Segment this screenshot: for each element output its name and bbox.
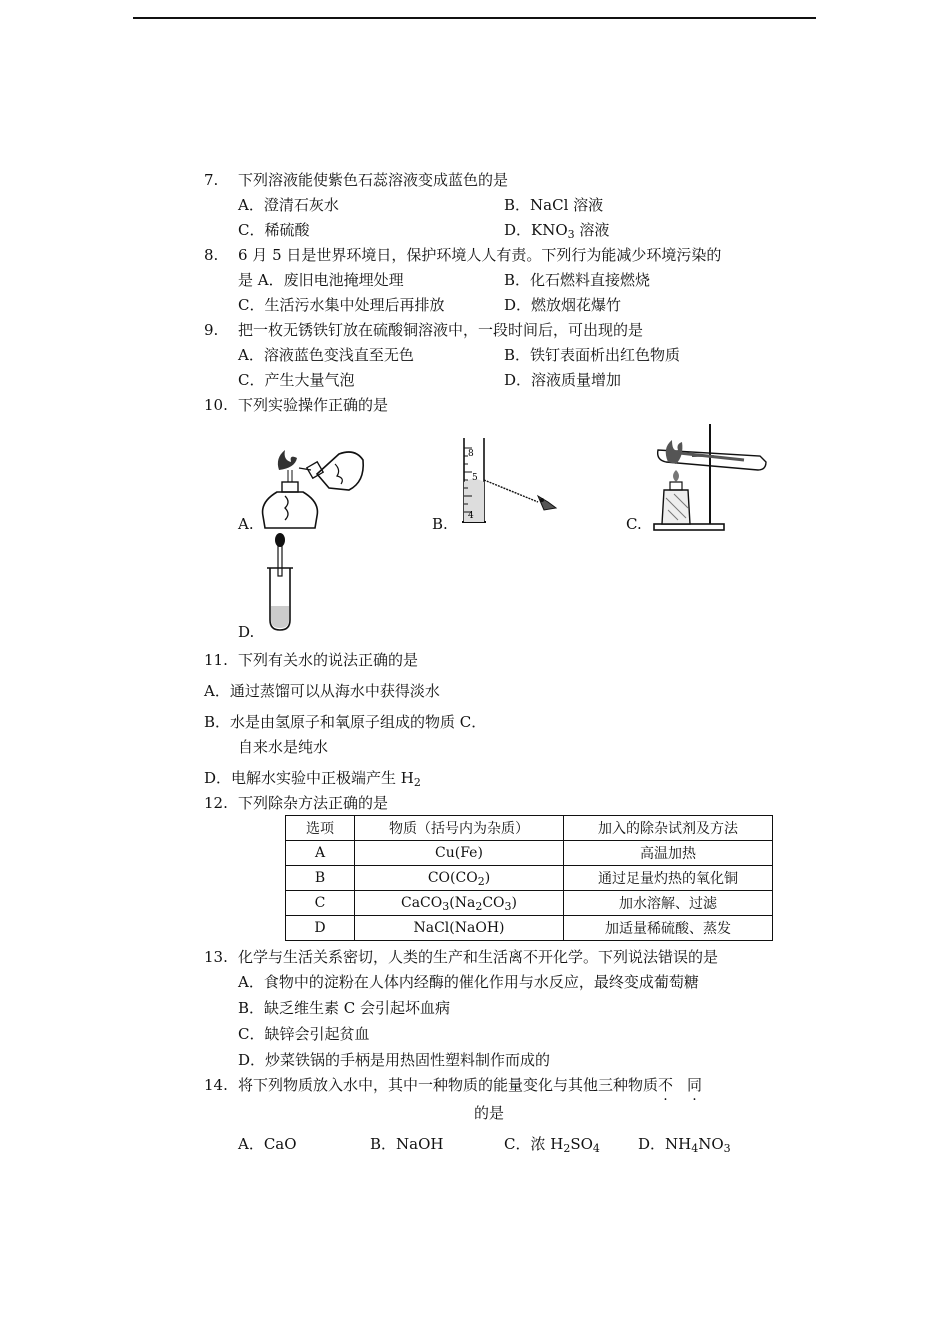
question-number: 7.	[204, 171, 219, 189]
q10-option-b-label: B.	[432, 515, 448, 533]
question-number: 9.	[204, 321, 219, 339]
table-cell-method: 加水溶解、过滤	[564, 891, 773, 916]
q10-option-d-label: D.	[238, 623, 255, 641]
question-13	[204, 947, 718, 967]
question-number: 8.	[204, 246, 219, 264]
table-cell-method: 加适量稀硫酸、蒸发	[564, 916, 773, 941]
q7-option-d: D．$KNO_3$ 溶液	[504, 221, 610, 241]
q9-option-b: B．铁钉表面析出红色物质	[504, 346, 681, 364]
q8-option-d: D．燃放烟花爆竹	[504, 296, 622, 314]
table-header-cell: 加入的除杂试剂及方法	[564, 816, 773, 841]
question-stem: 下列溶液能使紫色石蕊溶液变成蓝色的是	[238, 171, 509, 189]
question-14	[204, 1075, 702, 1095]
table-cell-option: D	[286, 916, 355, 941]
q8-option-c: C．生活污水集中处理后再排放	[238, 296, 445, 314]
question-stem: 下列除杂方法正确的是	[238, 794, 389, 812]
question-stem: 下列有关水的说法正确的是	[238, 651, 419, 669]
table-row	[286, 916, 773, 941]
figure-heating-test-tube	[648, 420, 773, 532]
q9-option-d: D．溶液质量增加	[504, 371, 622, 389]
q7-option-c: C．稀硫酸	[238, 221, 310, 239]
q14-option-b: B．NaOH	[370, 1135, 444, 1153]
question-11	[204, 650, 418, 670]
q8-option-b: B．化石燃料直接燃烧	[504, 271, 651, 289]
q9-option-c: C．产生大量气泡	[238, 371, 355, 389]
cylinder-mark-low: 4	[468, 511, 474, 521]
table-cell-substance: NaCl(NaOH)	[355, 916, 564, 941]
question-stem: 化学与生活关系密切，人类的生产和生活离不开化学。下列说法错误的是	[238, 948, 719, 966]
emphasis-char: 同	[687, 1076, 703, 1094]
q9-option-a: A．溶液蓝色变浅直至无色	[238, 346, 414, 364]
table-header-cell: 选项	[286, 816, 355, 841]
question-7	[204, 170, 508, 190]
table-row	[286, 841, 773, 866]
q14-option-c: C．浓 $H_2SO_4$	[504, 1135, 600, 1155]
question-number: 13.	[204, 948, 228, 966]
question-9	[204, 320, 643, 340]
question-stem: 6 月 5 日是世界环境日，保护环境人人有责。下列行为能减少环境污染的	[238, 246, 722, 264]
table-cell-substance: $CO(CO_2)$	[355, 866, 564, 891]
table-cell-substance: Cu(Fe)	[355, 841, 564, 866]
figure-dropper-test-tube	[266, 532, 294, 632]
question-number: 12.	[204, 794, 228, 812]
q13-option-a: A．食物中的淀粉在人体内经酶的催化作用与水反应，最终变成葡萄糖	[238, 973, 699, 991]
emphasis-char: 不	[658, 1076, 674, 1094]
q13-option-b: B．缺乏维生素 C 会引起坏血病	[238, 999, 451, 1017]
question-8	[204, 245, 721, 265]
q14-stem-continuation: 的是	[474, 1104, 505, 1122]
q14-option-a: A．CaO	[238, 1135, 297, 1153]
question-12	[204, 793, 388, 813]
table-header-cell: 物质（括号内为杂质）	[355, 816, 564, 841]
table-cell-option: A	[286, 841, 355, 866]
figure-alcohol-lamp-lighting	[255, 440, 370, 532]
q13-option-c: C．缺锌会引起贫血	[238, 1025, 370, 1043]
q10-option-a-label: A.	[238, 515, 254, 533]
table-cell-substance: $CaCO_3(Na_2CO_3)$	[355, 891, 564, 916]
q10-option-c-label: C.	[626, 515, 642, 533]
cylinder-mark-top: 8	[468, 449, 474, 459]
figure-graduated-cylinder	[458, 436, 568, 526]
question-10	[204, 395, 388, 415]
question-stem: 把一枚无锈铁钉放在硫酸铜溶液中，一段时间后，可出现的是	[238, 321, 644, 339]
q11-option-c: 自来水是纯水	[238, 738, 329, 756]
question-number: 11.	[204, 651, 228, 669]
q11-option-a: A．通过蒸馏可以从海水中获得淡水	[204, 682, 440, 700]
q7-option-a: A．澄清石灰水	[238, 196, 339, 214]
question-number: 10.	[204, 396, 228, 414]
purification-table	[285, 815, 773, 941]
q11-option-b: B．水是由氢原子和氧原子组成的物质 C．	[204, 713, 487, 731]
q8-option-a: 是 A．废旧电池掩埋处理	[238, 271, 404, 289]
header-rule	[133, 17, 816, 19]
q11-option-d: D．电解水实验中正极端产生 $H_2$	[204, 769, 421, 789]
table-row	[286, 891, 773, 916]
q7-option-b: B．NaCl 溶液	[504, 196, 604, 214]
cylinder-mark-mid: 5	[472, 473, 478, 483]
table-header-row	[286, 816, 773, 841]
table-cell-option: C	[286, 891, 355, 916]
table-row	[286, 866, 773, 891]
q14-option-d: D．$NH_4NO_3$	[638, 1135, 731, 1155]
question-stem: 将下列物质放入水中，其中一种物质的能量变化与其他三种物质	[238, 1076, 659, 1094]
question-number: 14.	[204, 1076, 228, 1094]
q13-option-d: D．炒菜铁锅的手柄是用热固性塑料制作而成的	[238, 1051, 551, 1069]
table-cell-method: 高温加热	[564, 841, 773, 866]
table-cell-method: 通过足量灼热的氧化铜	[564, 866, 773, 891]
table-cell-option: B	[286, 866, 355, 891]
question-stem: 下列实验操作正确的是	[238, 396, 389, 414]
